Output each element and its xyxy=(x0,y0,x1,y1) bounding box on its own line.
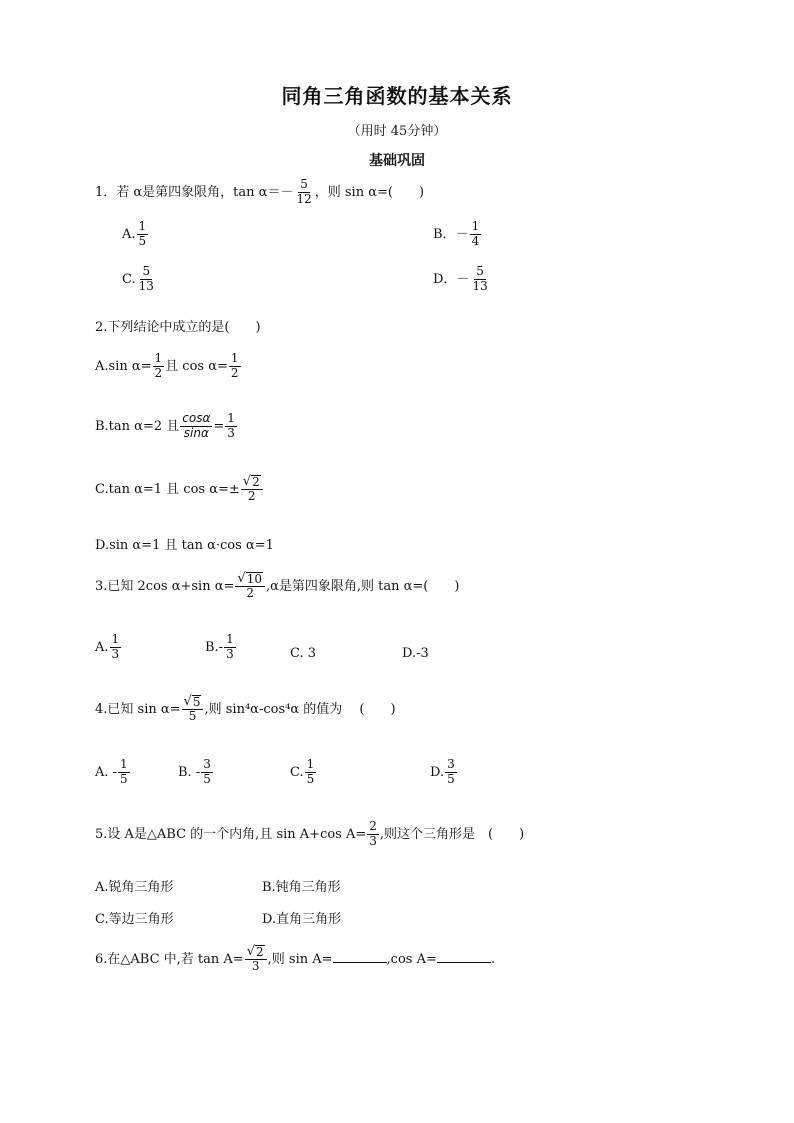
q1-option-a-fraction xyxy=(137,220,149,249)
q5-option-a: A.锐角三角形 xyxy=(95,880,174,895)
q5-option-d: D.直角三角形 xyxy=(262,912,342,927)
q2-a-text-2: 且 cos α= xyxy=(165,358,228,374)
q5-option-c: C.等边三角形 xyxy=(95,912,174,927)
q1-option-a-label: A. xyxy=(122,226,136,242)
q6-mid-text-2: ,cos A= xyxy=(386,951,437,967)
q3-num xyxy=(235,572,265,587)
q2-b-num-2: 1 xyxy=(227,411,235,425)
q3-b-num: 1 xyxy=(226,632,234,646)
time-note: （用时 45分钟） xyxy=(347,124,447,139)
q4-d-fraction xyxy=(445,758,457,787)
q5-den: 3 xyxy=(369,833,377,848)
question-3-stem xyxy=(95,572,459,601)
q1-suffix: ，则 sin α=( ) xyxy=(314,184,425,200)
q4-a-num: 1 xyxy=(120,757,128,771)
q2-option-a xyxy=(95,352,242,381)
q3-a-fraction xyxy=(110,633,122,662)
q5-suffix: ,则这个三角形是 ( ) xyxy=(379,826,525,842)
q3-option-c: C. 3 xyxy=(290,646,317,661)
q4-c-fraction xyxy=(305,758,317,787)
q4-c-label: C. xyxy=(290,764,304,780)
q4-b-num: 3 xyxy=(203,757,211,771)
q5-fraction xyxy=(367,820,379,849)
q1-option-b xyxy=(433,220,482,249)
q2-b-text-1: B.tan α=2 且 xyxy=(95,418,180,434)
sqrt-symbol xyxy=(247,945,265,959)
q1-b-num: 1 xyxy=(471,219,480,233)
question-4-stem xyxy=(95,695,396,724)
section-heading: 基础巩固 xyxy=(369,153,425,169)
sqrt-radical-icon: √ xyxy=(183,694,192,709)
q2-c-fraction xyxy=(241,475,263,504)
q4-fraction xyxy=(182,695,204,724)
q1-frac-den: 12 xyxy=(296,191,312,206)
q1-option-c-label: C. xyxy=(122,271,136,287)
q1-d-num: 5 xyxy=(476,264,484,278)
q2-option-d: D.sin α=1 且 tan α·cos α=1 xyxy=(95,538,274,553)
q2-c-radicand: 2 xyxy=(252,475,260,489)
q4-option-c xyxy=(290,758,317,787)
q1-frac-num: 5 xyxy=(300,177,308,191)
sqrt-symbol xyxy=(237,572,263,586)
q6-end: . xyxy=(490,951,495,967)
q2-option-c xyxy=(95,475,264,504)
q1-a-den: 5 xyxy=(138,233,147,248)
sin-a-answer-blank[interactable] xyxy=(333,950,387,963)
q3-option-d: D.-3 xyxy=(402,646,429,661)
cos-a-answer-blank[interactable] xyxy=(437,950,491,963)
q3-b-den: 3 xyxy=(226,646,234,661)
q4-option-a xyxy=(95,758,131,787)
sqrt-radical-icon: √ xyxy=(237,571,246,586)
q4-option-b xyxy=(178,758,214,787)
q2-c-text-1: C.tan α=1 且 cos α=± xyxy=(95,481,240,497)
q1-option-c xyxy=(122,265,157,294)
q4-den: 5 xyxy=(188,709,197,724)
q3-den: 2 xyxy=(246,586,255,601)
sqrt-symbol xyxy=(184,695,202,709)
q1-b-den: 4 xyxy=(471,233,480,248)
q4-b-fraction xyxy=(201,758,213,787)
q3-option-b xyxy=(205,633,237,662)
q5-num: 2 xyxy=(369,819,377,833)
q4-b-label: B. - xyxy=(178,764,201,780)
q1-prefix: 1．若 α是第四象限角，tan α＝－ xyxy=(95,184,294,200)
q1-option-d xyxy=(433,265,491,294)
q6-num xyxy=(245,945,267,960)
q6-radicand: 2 xyxy=(256,945,264,959)
q3-prefix: 3.已知 2cos α+sin α= xyxy=(95,578,235,594)
q4-a-label: A. - xyxy=(95,764,118,780)
q3-suffix: ,α是第四象限角,则 tan α=( ) xyxy=(265,578,460,594)
q3-a-num: 1 xyxy=(111,632,120,646)
question-5-stem xyxy=(95,820,524,849)
q3-radicand: 10 xyxy=(246,572,262,586)
q4-d-den: 5 xyxy=(447,771,455,786)
q2-a-den-1: 2 xyxy=(154,365,163,380)
q4-a-fraction xyxy=(118,758,130,787)
q1-option-b-label: B．－ xyxy=(433,226,469,242)
sqrt-radical-icon: √ xyxy=(242,474,252,489)
q2-c-den: 2 xyxy=(247,489,256,504)
q4-d-label: D. xyxy=(430,764,445,780)
q2-a-num-1: 1 xyxy=(154,351,163,365)
q1-option-d-fraction xyxy=(470,265,489,294)
q4-num xyxy=(182,695,204,710)
sqrt-symbol xyxy=(243,475,261,489)
q6-fraction xyxy=(245,945,267,974)
q4-option-d xyxy=(430,758,458,787)
q4-a-den: 5 xyxy=(120,771,128,786)
q4-suffix: ,则 sin⁴α-cos⁴α 的值为 ( ) xyxy=(204,701,396,717)
q1-option-c-fraction xyxy=(137,265,156,294)
question-1-stem xyxy=(95,178,424,207)
q5-prefix: 5.设 A是△ABC 的一个内角,且 sin A+cos A= xyxy=(95,826,367,842)
q4-d-num: 3 xyxy=(447,757,455,771)
q6-den: 3 xyxy=(251,959,260,974)
q3-b-fraction xyxy=(224,633,236,662)
q6-prefix: 6.在△ABC 中,若 tan A= xyxy=(95,951,244,967)
q2-a-fraction-2 xyxy=(229,352,241,381)
q1-a-num: 1 xyxy=(138,219,147,233)
q2-a-num-2: 1 xyxy=(230,351,239,365)
question-6-stem xyxy=(95,945,495,974)
q1-option-d-label: D．－ xyxy=(433,271,470,287)
q1-option-a xyxy=(122,220,149,249)
q1-fraction xyxy=(294,178,313,207)
sqrt-radical-icon: √ xyxy=(246,944,255,959)
q4-radicand: 5 xyxy=(192,695,201,709)
q4-b-den: 5 xyxy=(203,771,211,786)
q3-fraction xyxy=(235,572,265,601)
q2-option-b xyxy=(95,412,238,441)
page-title: 同角三角函数的基本关系 xyxy=(281,84,513,108)
q3-b-label: B.- xyxy=(205,639,224,655)
q2-a-fraction-1 xyxy=(153,352,165,381)
q3-a-den: 3 xyxy=(111,646,120,661)
q5-option-b: B.钝角三角形 xyxy=(262,880,341,895)
q4-prefix: 4.已知 sin α= xyxy=(95,701,181,717)
q2-b-den-2: 3 xyxy=(227,425,235,440)
q2-c-num xyxy=(241,475,263,490)
q4-c-den: 5 xyxy=(306,771,315,786)
q2-a-den-2: 2 xyxy=(230,365,239,380)
q2-b-fraction-2 xyxy=(225,412,237,441)
q1-c-num: 5 xyxy=(142,264,151,278)
q2-b-fraction-1 xyxy=(180,412,212,441)
q2-b-num-1: cosα xyxy=(182,411,211,425)
q3-a-label: A. xyxy=(95,639,109,655)
q2-b-text-2: = xyxy=(213,418,225,434)
q1-option-b-fraction xyxy=(470,220,482,249)
q2-b-den-1: sinα xyxy=(183,425,209,440)
q1-c-den: 13 xyxy=(138,278,154,293)
q2-a-text-1: A.sin α= xyxy=(95,358,152,374)
q6-mid-text: ,则 sin A= xyxy=(267,951,333,967)
q1-d-den: 13 xyxy=(472,278,488,293)
question-2-stem: 2.下列结论中成立的是( ) xyxy=(95,320,261,335)
q3-option-a xyxy=(95,633,122,662)
q4-c-num: 1 xyxy=(306,757,315,771)
